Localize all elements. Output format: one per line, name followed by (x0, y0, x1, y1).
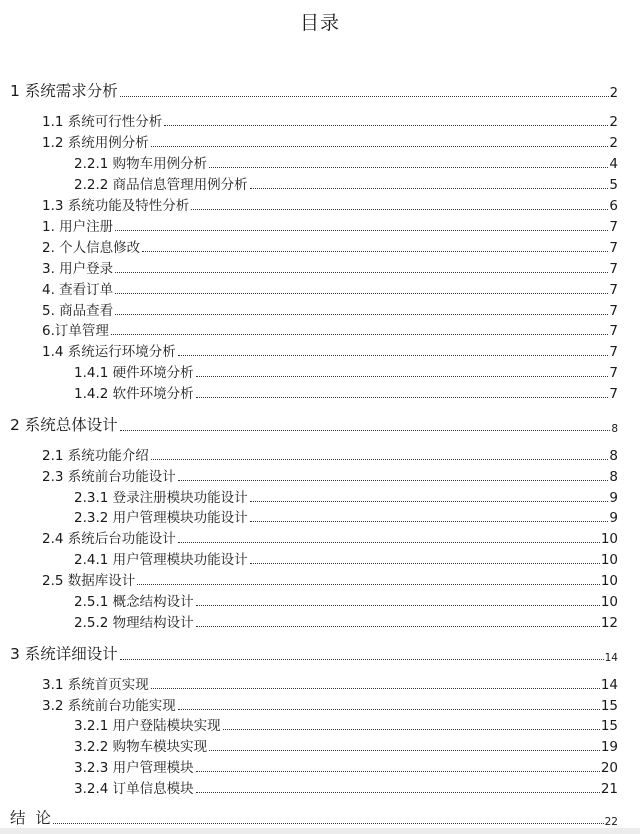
toc-entry-title: 3.2.3 用户管理模块 (74, 760, 194, 776)
toc-entry-item[interactable] (42, 278, 618, 298)
toc-entry-chapter[interactable] (10, 642, 618, 664)
toc-page-number: 8 (611, 423, 618, 435)
toc-entry-subsection[interactable] (74, 152, 618, 172)
toc-entry-title: 2.4.1 用户管理模块功能设计 (74, 552, 248, 568)
toc-leader-dots (178, 542, 600, 543)
toc-leader-dots (250, 521, 609, 522)
toc-page-number: 5 (609, 177, 618, 193)
toc-leader-dots (151, 459, 609, 460)
toc-entry-section[interactable] (42, 673, 618, 693)
toc-entry-chapter[interactable] (10, 806, 618, 828)
toc-entry-item[interactable] (42, 299, 618, 319)
toc-page-number: 6 (609, 198, 618, 214)
toc-leader-dots (178, 355, 609, 356)
toc-entry-subsection[interactable] (74, 486, 618, 506)
toc-entry-item[interactable] (42, 215, 618, 235)
toc-leader-dots (209, 167, 608, 168)
toc-entry-title: 1.3 系统功能及特性分析 (42, 198, 190, 214)
toc-entry-section[interactable] (42, 569, 618, 589)
toc-page-number: 7 (609, 323, 618, 339)
toc-entry-section[interactable] (42, 527, 618, 547)
toc-entry-title: 5. 商品查看 (42, 303, 114, 319)
toc-entry-section[interactable] (42, 194, 618, 214)
toc-entry-subsection[interactable] (74, 548, 618, 568)
toc-leader-dots (209, 750, 600, 751)
toc-entry-title: 3.1 系统首页实现 (42, 677, 149, 693)
toc-entry-title: 2.5.2 物理结构设计 (74, 615, 194, 631)
toc-entry-title: 1. 用户注册 (42, 219, 114, 235)
toc-leader-dots (120, 430, 611, 431)
toc-entry-section[interactable] (42, 340, 618, 360)
toc-leader-dots (120, 659, 604, 660)
toc-page-number: 15 (600, 698, 618, 714)
toc-entry-subsection[interactable] (74, 611, 618, 631)
toc-leader-dots (115, 272, 608, 273)
toc-entry-title: 3.2 系统前台功能实现 (42, 698, 176, 714)
toc-leader-dots (191, 209, 608, 210)
toc-entry-title: 3.2.1 用户登陆模块实现 (74, 718, 221, 734)
toc-leader-dots (196, 605, 600, 606)
toc-page-number: 9 (609, 510, 618, 526)
toc-leader-dots (151, 688, 600, 689)
toc-page-number: 4 (609, 156, 618, 172)
toc-leader-dots (151, 146, 609, 147)
toc-leader-dots (250, 188, 609, 189)
toc-page-number: 7 (609, 261, 618, 277)
toc-page-number: 9 (609, 490, 618, 506)
toc-page-number: 7 (609, 386, 618, 402)
toc-leader-dots (115, 230, 608, 231)
toc-entry-title: 4. 查看订单 (42, 282, 114, 298)
toc-page-number: 19 (600, 739, 618, 755)
toc-leader-dots (196, 626, 600, 627)
toc-entry-title: 6.订单管理 (42, 323, 109, 339)
toc-entry-title: 1.1 系统可行性分析 (42, 114, 163, 130)
toc-entry-item[interactable] (42, 236, 618, 256)
toc-entry-subsection[interactable] (74, 714, 618, 734)
toc-page-number: 10 (600, 552, 618, 568)
toc-page-number: 10 (600, 594, 618, 610)
toc-entry-section[interactable] (42, 131, 618, 151)
toc-page-number: 7 (609, 240, 618, 256)
toc-leader-dots (120, 96, 609, 97)
toc-leader-dots (223, 729, 600, 730)
toc-entry-subsection[interactable] (74, 756, 618, 776)
toc-leader-dots (142, 251, 608, 252)
toc-page-number: 7 (609, 365, 618, 381)
toc-entry-subsection[interactable] (74, 590, 618, 610)
toc-page-number: 21 (600, 781, 618, 797)
toc-entry-subsection[interactable] (74, 777, 618, 797)
toc-page-number: 8 (609, 448, 618, 464)
toc-entry-title: 结 论 (10, 809, 51, 827)
toc-entry-title: 2.1 系统功能介绍 (42, 448, 149, 464)
toc-entry-subsection[interactable] (74, 506, 618, 526)
toc-entry-title: 2.2.1 购物车用例分析 (74, 156, 208, 172)
toc-page-number: 14 (600, 677, 618, 693)
toc-page-number: 22 (604, 816, 618, 828)
toc-leader-dots (250, 563, 600, 564)
toc-leader-dots (196, 376, 609, 377)
toc-entry-item[interactable] (42, 257, 618, 277)
toc-entry-title: 3. 用户登录 (42, 261, 114, 277)
toc-entry-title: 2.3 系统前台功能设计 (42, 469, 176, 485)
toc-entry-title: 1.4.1 硬件环境分析 (74, 365, 194, 381)
toc-entry-chapter[interactable] (10, 413, 618, 435)
toc-page-number: 10 (600, 531, 618, 547)
toc-entry-title: 1 系统需求分析 (10, 82, 118, 100)
toc-leader-dots (178, 709, 600, 710)
toc-entry-subsection[interactable] (74, 382, 618, 402)
toc-page-number: 8 (609, 469, 618, 485)
toc-page-number: 7 (609, 282, 618, 298)
toc-leader-dots (178, 480, 609, 481)
toc-leader-dots (53, 823, 604, 824)
toc-entry-title: 2.3.2 用户管理模块功能设计 (74, 510, 248, 526)
toc-leader-dots (196, 397, 609, 398)
toc-entry-title: 2. 个人信息修改 (42, 240, 141, 256)
page-bottom-edge (0, 828, 640, 834)
toc-leader-dots (137, 584, 600, 585)
toc-leader-dots (164, 125, 608, 126)
toc-leader-dots (250, 501, 609, 502)
toc-leader-dots (111, 334, 609, 335)
toc-entry-title: 1.2 系统用例分析 (42, 135, 149, 151)
toc-entry-title: 2.2.2 商品信息管理用例分析 (74, 177, 248, 193)
toc-entry-title: 3 系统详细设计 (10, 645, 118, 663)
toc-entry-title: 2.3.1 登录注册模块功能设计 (74, 490, 248, 506)
toc-leader-dots (196, 771, 600, 772)
toc-entry-title: 2 系统总体设计 (10, 416, 118, 434)
toc-entry-section[interactable] (42, 694, 618, 714)
toc-page-number: 10 (600, 573, 618, 589)
toc-page-number: 2 (609, 114, 618, 130)
toc-leader-dots (196, 792, 600, 793)
toc-page-number: 2 (609, 135, 618, 151)
toc-entry-item[interactable] (42, 319, 618, 339)
toc-page-number: 7 (609, 219, 618, 235)
page-title: 目录 (299, 12, 340, 34)
toc-entry-subsection[interactable] (74, 735, 618, 755)
toc-entry-section[interactable] (42, 110, 618, 130)
toc-entry-subsection[interactable] (74, 173, 618, 193)
toc-page-number: 2 (609, 86, 618, 101)
toc-page-number: 14 (604, 652, 618, 664)
toc-entry-section[interactable] (42, 444, 618, 464)
toc-entry-title: 1.4 系统运行环境分析 (42, 344, 176, 360)
toc-page-number: 20 (600, 760, 618, 776)
toc-page-number: 12 (600, 615, 618, 631)
toc-entry-subsection[interactable] (74, 361, 618, 381)
toc-entry-title: 2.5 数据库设计 (42, 573, 136, 589)
toc-entry-title: 1.4.2 软件环境分析 (74, 386, 194, 402)
toc-entry-chapter[interactable] (10, 79, 618, 101)
toc-entry-section[interactable] (42, 465, 618, 485)
toc-page-number: 7 (609, 303, 618, 319)
toc-leader-dots (115, 314, 608, 315)
toc-entry-title: 2.4 系统后台功能设计 (42, 531, 176, 547)
toc-entry-title: 3.2.2 购物车模块实现 (74, 739, 208, 755)
toc-page-number: 7 (609, 344, 618, 360)
toc-page-number: 15 (600, 718, 618, 734)
toc-entry-title: 2.5.1 概念结构设计 (74, 594, 194, 610)
toc-entry-title: 3.2.4 订单信息模块 (74, 781, 194, 797)
toc-leader-dots (115, 293, 608, 294)
